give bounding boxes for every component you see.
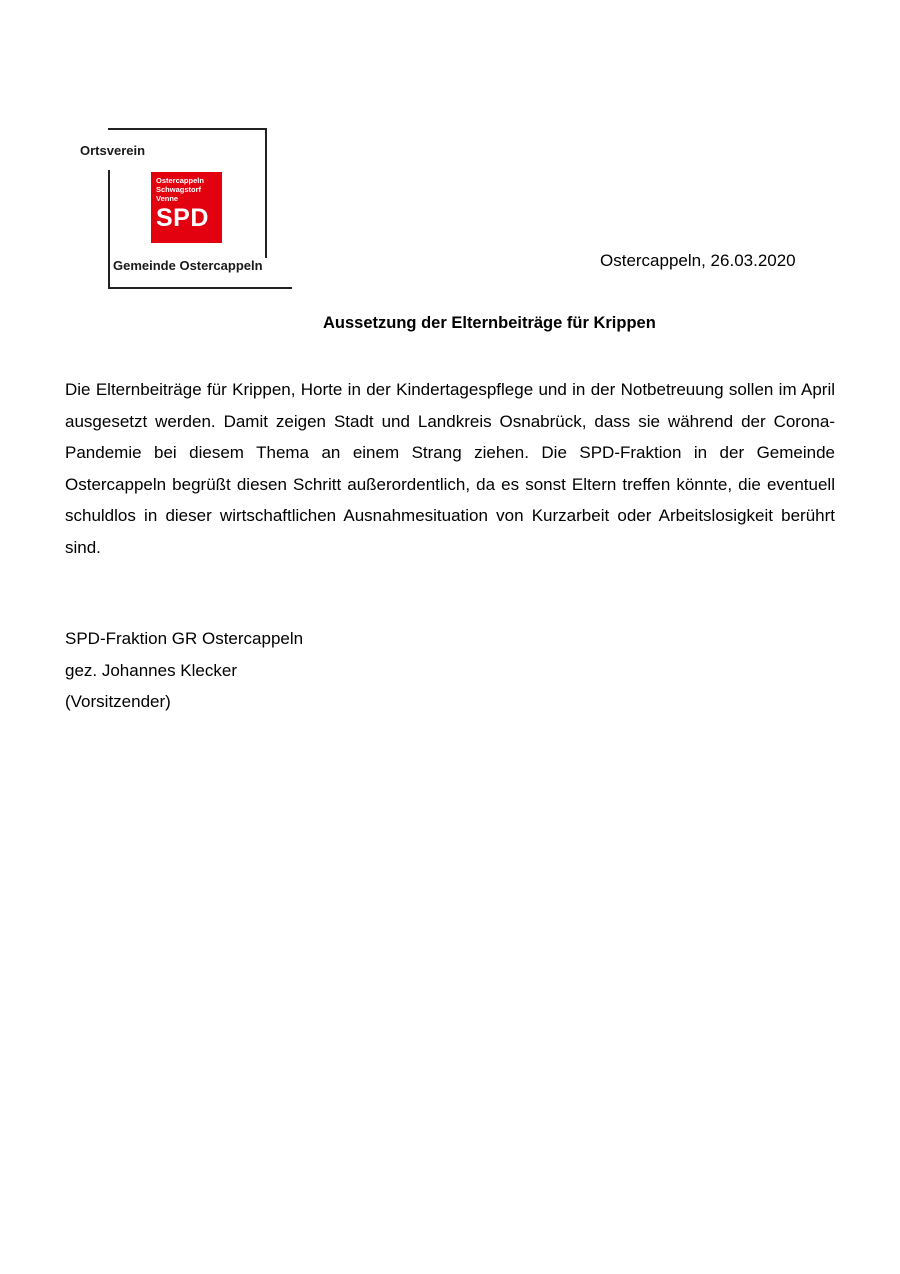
logo-frame-left-line (108, 170, 110, 288)
logo-frame-right-line (265, 128, 267, 258)
spd-badge (151, 172, 222, 243)
spd-badge-mark: SPD (156, 204, 209, 232)
logo-top-label: Ortsverein (80, 143, 146, 158)
logo-bottom-label: Gemeinde Ostercappeln (113, 258, 263, 273)
signature-signed-by: gez. Johannes Klecker (65, 660, 237, 680)
logo-frame-top-line (108, 128, 266, 130)
letter-body-paragraph: Die Elternbeiträge für Krippen, Horte in der Kindertagespflege und in der Notbetreuung sollen im April ausgesetzt werden. Damit zeigen Stadt und Landkreis Osnabrück, dass sie während der Corona-Pandemie bei diesem Thema an einem Strang ziehen. Die SPD-Fraktion in der Gemeinde Ostercappeln begrüßt diesen Schritt außerordentlich, da es sonst Eltern treffen könnte, die eventuell schuldlos in dieser wirtschaftlichen Ausnahmesituation von Kurzarbeit oder Arbeitslosigkeit berührt sind. (65, 380, 835, 557)
logo-frame-bottom-line (108, 287, 292, 289)
signature-block (65, 623, 303, 718)
letter-subject: Aussetzung der Elternbeiträge für Krippen (323, 314, 656, 332)
signature-role: (Vorsitzender) (65, 692, 171, 711)
spd-badge-line: Schwagstorf (156, 185, 202, 194)
spd-badge-line: Venne (156, 194, 179, 203)
spd-badge-line: Ostercappeln (156, 176, 204, 185)
signature-organisation: SPD-Fraktion GR Ostercappeln (65, 629, 304, 648)
place-and-date: Ostercappeln, 26.03.2020 (600, 251, 796, 270)
spd-ortsverein-logo (65, 88, 310, 323)
